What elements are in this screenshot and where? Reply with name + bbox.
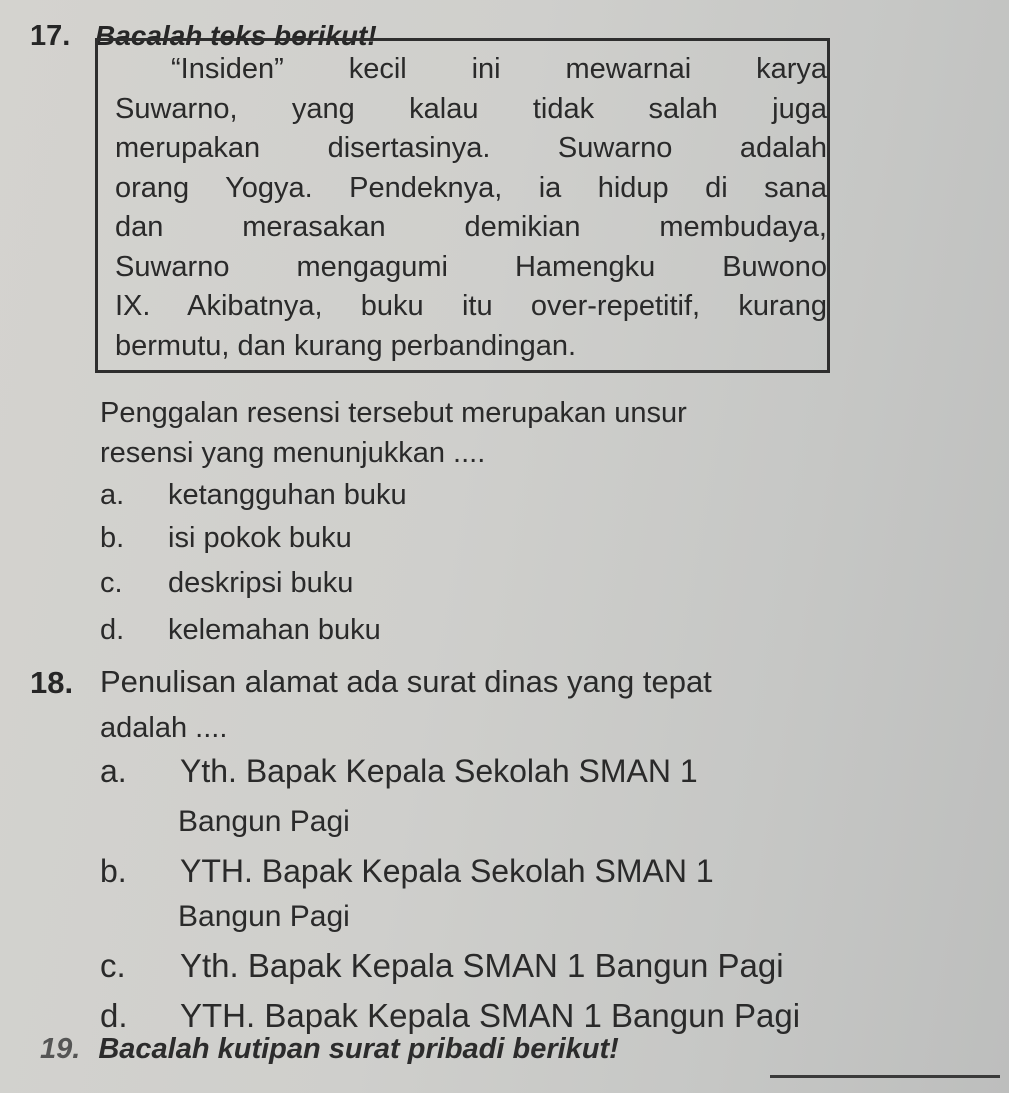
option-letter: a. [100,479,125,511]
option-text-line-1: YTH. Bapak Kepala Sekolah SMAN 1 [180,853,714,889]
passage-line-8: bermutu, dan kurang perbandingan. [115,329,577,362]
question-17-option-a[interactable] [100,475,407,515]
option-letter: b. [100,522,125,554]
question-18-option-c[interactable] [100,940,784,992]
question-19-number: 19. [40,1033,81,1065]
option-text: kelemahan buku [168,614,381,646]
question-18-stem-line-1: Penulisan alamat ada surat dinas yang tepat [100,664,712,699]
question-17-title: Bacalah teks berikut! [95,20,377,51]
bottom-box-edge [770,1075,1000,1078]
option-text: ketangguhan buku [168,479,407,511]
passage-line-7: IX. Akibatnya, buku itu over-repetitif, kurang [115,290,827,322]
question-18-stem-line-2: adalah .... [100,712,228,744]
option-letter: d. [100,614,125,646]
option-text: deskripsi buku [168,567,354,599]
option-text-line-1: Yth. Bapak Kepala Sekolah SMAN 1 [180,753,698,789]
question-17-number: 17. [30,20,71,52]
passage-text [115,50,827,366]
option-text: isi pokok buku [168,522,352,554]
passage-line-5: dan merasakan demikian membudaya, [115,211,827,243]
passage-line-4: orang Yogya. Pendeknya, ia hidup di sana [115,171,827,204]
passage-line-2: Suwarno, yang kalau tidak salah juga [115,92,827,125]
question-18-option-b[interactable] [100,845,714,897]
question-17-stem-line-1: Penggalan resensi tersebut merupakan unsur [100,397,687,429]
question-18-option-a[interactable] [100,745,698,797]
passage-line-3: merupakan disertasinya. Suwarno adalah [115,132,827,164]
option-letter: d. [100,997,128,1034]
question-19-title: Bacalah kutipan surat pribadi berikut! [98,1033,619,1065]
option-letter: c. [100,567,123,599]
option-text-line-1: YTH. Bapak Kepala SMAN 1 Bangun Pagi [180,997,801,1034]
question-17-option-b[interactable] [100,518,352,558]
question-17-stem-line-2: resensi yang menunjukkan .... [100,437,486,469]
question-17-option-c[interactable] [100,563,353,603]
option-letter: a. [100,753,127,789]
passage-line-6: Suwarno mengagumi Hamengku Buwono [115,250,827,283]
question-17-option-d[interactable] [100,610,381,650]
passage-line-1: “Insiden” kecil ini mewarnai karya [171,53,827,85]
option-letter: b. [100,853,127,889]
question-18-option-b-line-2: Bangun Pagi [178,900,350,933]
option-letter: c. [100,947,126,984]
question-18-number: 18. [30,665,74,700]
question-18-option-a-line-2: Bangun Pagi [178,805,350,838]
option-text-line-1: Yth. Bapak Kepala SMAN 1 Bangun Pagi [180,947,784,984]
question-19-heading [40,1033,619,1066]
